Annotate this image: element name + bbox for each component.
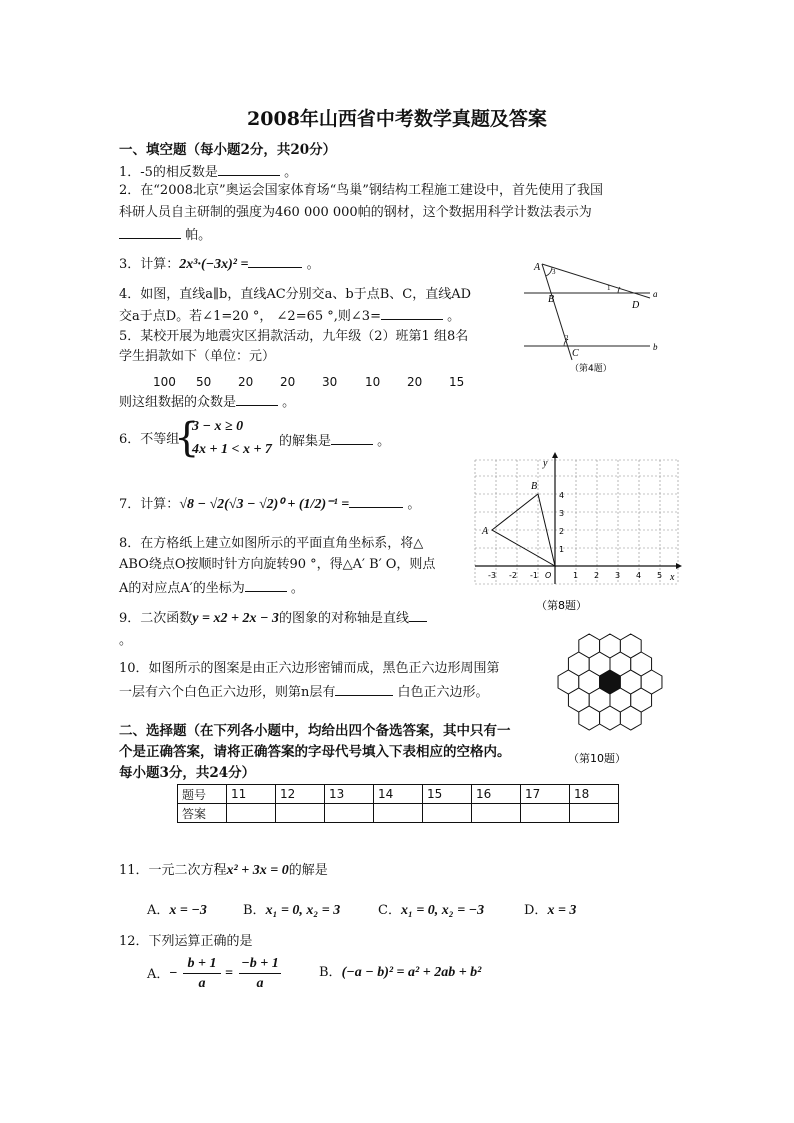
y-axis-label: y bbox=[543, 458, 548, 469]
q8-end: 。 bbox=[290, 581, 304, 596]
answer-cell[interactable] bbox=[472, 804, 521, 823]
fraction-denominator: a bbox=[198, 976, 206, 991]
section1-heading: 一、填空题（每小题2分，共20分） bbox=[119, 142, 337, 158]
answer-cell[interactable] bbox=[227, 804, 276, 823]
x-axis-arrow bbox=[676, 563, 682, 569]
x-tick-labels bbox=[488, 571, 662, 580]
x-tick-label: -2 bbox=[509, 571, 517, 580]
q5-line2: 学生捐款如下（单位：元） bbox=[119, 349, 276, 364]
option-letter: B． bbox=[243, 903, 266, 918]
table-cell: 12 bbox=[276, 785, 325, 804]
answer-table-header-row bbox=[178, 785, 619, 804]
figure-8-caption: （第8题） bbox=[536, 599, 587, 612]
y-tick-label: 4 bbox=[559, 491, 565, 500]
angle-label: 3 bbox=[552, 268, 556, 276]
q5-end: 。 bbox=[282, 395, 296, 410]
answer-table bbox=[177, 784, 619, 823]
x-tick-label: 2 bbox=[594, 571, 600, 580]
q12-text: 12．下列运算正确的是 bbox=[119, 934, 253, 949]
q9-expression: y = x2 + 2x − 3 bbox=[192, 611, 279, 626]
y-axis-arrow bbox=[552, 452, 558, 458]
table-cell: 17 bbox=[521, 785, 570, 804]
question-3 bbox=[119, 254, 320, 274]
q8-line2: ABO绕点O按顺时针方向旋转90 °，得△A′ B′ O，则点 bbox=[119, 557, 436, 572]
question-10-line2 bbox=[119, 682, 489, 702]
hexagon-pattern bbox=[558, 634, 662, 730]
q6-end: 。 bbox=[377, 434, 391, 449]
option-letter: A． bbox=[147, 967, 170, 982]
q4-end: 。 bbox=[447, 309, 461, 324]
q6-answer-blank[interactable] bbox=[331, 431, 373, 445]
q9-end: 。 bbox=[119, 633, 133, 648]
q5-value: 10 bbox=[365, 375, 381, 389]
x-tick-label: 5 bbox=[657, 571, 663, 580]
point-label: A bbox=[534, 262, 541, 273]
point-label: C bbox=[572, 348, 579, 359]
question-4-line2 bbox=[119, 306, 460, 326]
y-tick-labels bbox=[559, 491, 564, 554]
angle-label: 1 bbox=[607, 284, 611, 292]
q9-answer-blank[interactable] bbox=[409, 608, 427, 622]
table-cell: 题号 bbox=[178, 785, 227, 804]
q11-expression: x² + 3x = 0 bbox=[226, 863, 289, 878]
point-a-label: A bbox=[482, 526, 489, 537]
q5-values bbox=[153, 373, 479, 391]
table-cell: 16 bbox=[472, 785, 521, 804]
q1-text: 1．-5的相反数是 bbox=[119, 165, 218, 180]
y-tick-label: 2 bbox=[559, 527, 565, 536]
figure-10-caption: （第10题） bbox=[568, 752, 626, 765]
q11-option-c[interactable] bbox=[378, 902, 484, 920]
table-cell: 11 bbox=[227, 785, 276, 804]
fraction-denominator: a bbox=[256, 976, 264, 991]
option-text: (−a − b)² = a² + 2ab + b² bbox=[341, 965, 482, 980]
q10-line2-b: 白色正六边形。 bbox=[397, 685, 489, 700]
option-letter: A． bbox=[147, 903, 170, 918]
figure-4 bbox=[522, 250, 672, 380]
question-2-end bbox=[119, 225, 211, 245]
q3-end: 。 bbox=[306, 257, 320, 272]
page-title: 2008年山西省中考数学真题及答案 bbox=[247, 108, 547, 130]
q9-suffix: 的图象的对称轴是直线 bbox=[278, 611, 409, 626]
table-cell: 答案 bbox=[178, 804, 227, 823]
q5-line1: 5．某校开展为地震灾区捐款活动，九年级（2）班第1 组8名 bbox=[119, 329, 469, 344]
x-tick-label: -1 bbox=[530, 571, 538, 580]
table-cell: 18 bbox=[570, 785, 619, 804]
figure-4-caption: （第4题） bbox=[570, 364, 612, 374]
option-letter: B． bbox=[319, 965, 342, 980]
q6-inequality-2: 4x + 1 < x + 7 bbox=[192, 442, 272, 457]
option-text: x₁ = 0, x₂ = 3 bbox=[265, 903, 341, 918]
point-label: D bbox=[632, 300, 640, 311]
q6-suffix: 的解集是 bbox=[279, 434, 332, 449]
q7-prefix: 7．计算： bbox=[119, 497, 180, 512]
q2-line2: 科研人员自主研制的强度为460 000 000帕的钢材，这个数据用科学计数法表示为 bbox=[119, 205, 592, 220]
q1-answer-blank[interactable] bbox=[218, 162, 280, 176]
line-label: b bbox=[653, 342, 658, 352]
option-text: x = 3 bbox=[547, 903, 577, 918]
q5-line3: 则这组数据的众数是 bbox=[119, 395, 237, 410]
figure-10 bbox=[548, 618, 678, 770]
option-text: x = −3 bbox=[169, 903, 207, 918]
q4-line1: 4．如图，直线a∥b，直线AC分别交a、b于点B、C，直线AD bbox=[119, 287, 472, 302]
section2-heading-line3: 每小题3分，共24分） bbox=[119, 765, 256, 781]
q3-expression: 2x³·(−3x)² = bbox=[179, 257, 249, 272]
x-tick-label: O bbox=[545, 571, 552, 580]
table-cell: 13 bbox=[325, 785, 374, 804]
q8-line3: A的对应点A′的坐标为 bbox=[119, 581, 245, 596]
q4-answer-blank[interactable] bbox=[381, 306, 443, 320]
table-cell: 15 bbox=[423, 785, 472, 804]
q4-line2: 交a于点D。若∠1=20 °， ∠2=65 °,则∠3= bbox=[119, 309, 381, 324]
section2-heading-line2: 个是正确答案，请将正确答案的字母代号填入下表相应的空格内。 bbox=[119, 744, 511, 760]
question-7 bbox=[119, 494, 420, 514]
figure-8 bbox=[470, 452, 684, 618]
option-text: x₁ = 0, x₂ = −3 bbox=[400, 903, 485, 918]
y-tick-label: 1 bbox=[559, 545, 565, 554]
q11-option-d[interactable] bbox=[524, 902, 576, 920]
equals-sign: = bbox=[225, 966, 233, 981]
minus-sign: − bbox=[169, 966, 178, 981]
q5-value: 20 bbox=[238, 375, 254, 389]
q11-prefix: 11．一元二次方程 bbox=[119, 863, 227, 878]
q5-value: 50 bbox=[196, 375, 212, 389]
question-8-line3 bbox=[119, 578, 304, 598]
answer-cell[interactable] bbox=[521, 804, 570, 823]
q2-end: 帕。 bbox=[185, 228, 212, 243]
line-label: a bbox=[653, 289, 658, 299]
q8-answer-blank[interactable] bbox=[245, 578, 287, 592]
answer-cell[interactable] bbox=[570, 804, 619, 823]
q10-line2-a: 一层有六个白色正六边形，则第n层有 bbox=[119, 685, 336, 700]
q11-suffix: 的解是 bbox=[288, 863, 328, 878]
x-tick-label: 1 bbox=[573, 571, 579, 580]
q6-brace: { bbox=[174, 415, 200, 461]
q9-prefix: 9．二次函数 bbox=[119, 611, 193, 626]
answer-cell[interactable] bbox=[374, 804, 423, 823]
q7-end: 。 bbox=[407, 497, 421, 512]
q6-inequality-1: 3 − x ≥ 0 bbox=[192, 419, 244, 434]
x-tick-label: -3 bbox=[488, 571, 496, 580]
q6-tail bbox=[279, 431, 390, 451]
fraction-numerator: −b + 1 bbox=[239, 955, 281, 974]
question-11 bbox=[119, 862, 328, 880]
answer-cell[interactable] bbox=[423, 804, 472, 823]
answer-cell[interactable] bbox=[325, 804, 374, 823]
angle-label: 2 bbox=[565, 334, 569, 342]
q3-prefix: 3．计算： bbox=[119, 257, 180, 272]
q11-option-a[interactable] bbox=[147, 902, 207, 920]
q5-value: 20 bbox=[280, 375, 296, 389]
q3-answer-blank[interactable] bbox=[248, 254, 302, 268]
question-9 bbox=[119, 608, 427, 628]
q10-answer-blank[interactable] bbox=[335, 682, 393, 696]
q8-line1: 8．在方格纸上建立如图所示的平面直角坐标系，将△ bbox=[119, 536, 424, 551]
point-label: B bbox=[548, 294, 555, 305]
q5-value: 100 bbox=[153, 375, 176, 389]
section2-heading-line1: 二、选择题（在下列各小题中，均给出四个备选答案，其中只有一 bbox=[119, 723, 511, 739]
answer-cell[interactable] bbox=[276, 804, 325, 823]
q7-expression: √8 − √2(√3 − √2)⁰ + (1/2)⁻¹ = bbox=[179, 497, 350, 512]
y-tick-label: 3 bbox=[559, 509, 565, 518]
q12-option-a[interactable] bbox=[147, 955, 307, 995]
question-1 bbox=[119, 162, 297, 182]
q2-answer-blank[interactable] bbox=[119, 225, 181, 239]
q10-line1: 10．如图所示的图案是由正六边形密铺而成，黑色正六边形周围第 bbox=[119, 661, 500, 676]
point-b-label: B bbox=[531, 481, 538, 492]
fraction-numerator: b + 1 bbox=[183, 955, 221, 974]
question-5-line3 bbox=[119, 392, 295, 412]
q11-option-b[interactable] bbox=[243, 902, 340, 920]
option-letter: D． bbox=[524, 903, 548, 918]
option-letter: C． bbox=[378, 903, 401, 918]
q6-prefix: 6．不等组 bbox=[119, 432, 180, 447]
q2-line1: 2．在“2008北京”奥运会国家体育场“鸟巢”钢结构工程施工建设中，首先使用了我国 bbox=[119, 183, 603, 198]
q5-answer-blank[interactable] bbox=[236, 392, 278, 406]
x-tick-label: 4 bbox=[636, 571, 642, 580]
answer-table-answer-row bbox=[178, 804, 619, 823]
q5-value: 20 bbox=[407, 375, 423, 389]
x-tick-label: 3 bbox=[615, 571, 621, 580]
q5-value: 30 bbox=[322, 375, 338, 389]
x-axis-label: x bbox=[670, 572, 675, 583]
q1-end: 。 bbox=[284, 165, 298, 180]
q7-answer-blank[interactable] bbox=[349, 494, 403, 508]
q12-option-b[interactable] bbox=[319, 964, 481, 982]
q5-value: 15 bbox=[449, 375, 465, 389]
table-cell: 14 bbox=[374, 785, 423, 804]
